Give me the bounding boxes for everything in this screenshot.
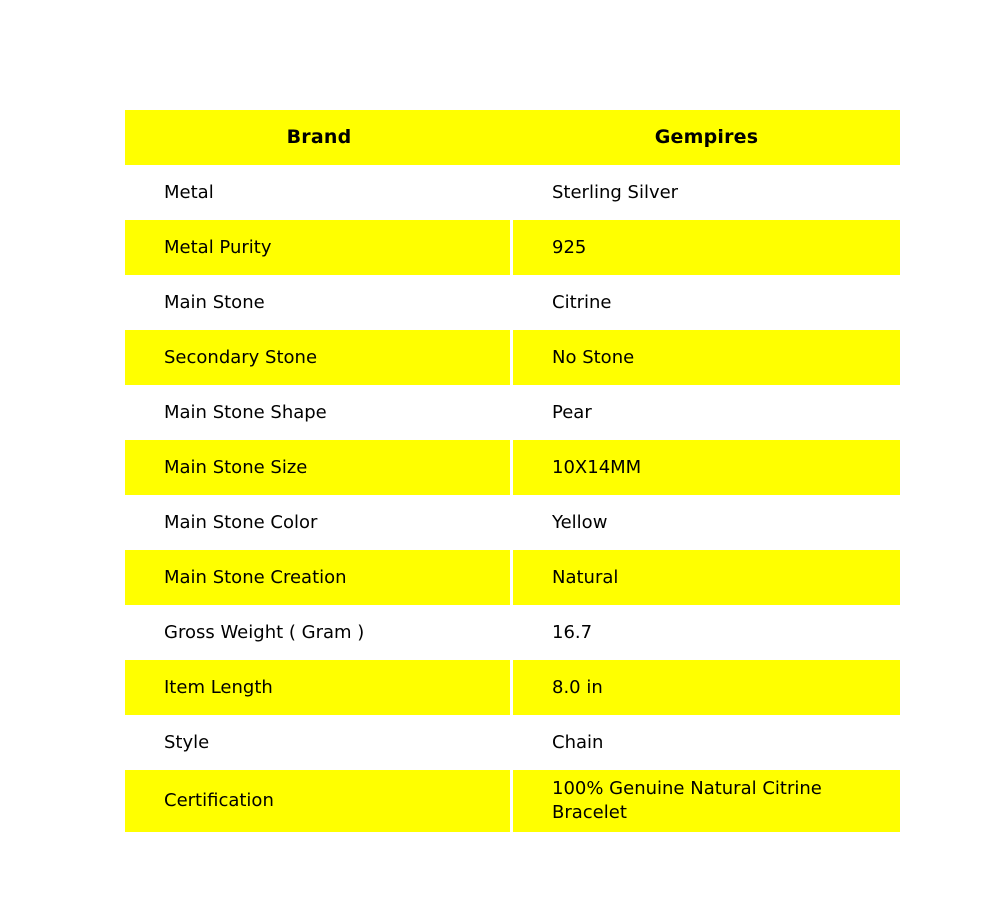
spec-label: Main Stone Shape [125,385,513,440]
table-row [125,660,900,715]
spec-label: Gross Weight ( Gram ) [125,605,513,660]
spec-label: Metal Purity [125,220,513,275]
header-label-brand: Brand [125,110,513,165]
spec-label: Main Stone [125,275,513,330]
spec-value: 8.0 in [513,660,900,715]
table-row [125,220,900,275]
spec-label: Main Stone Creation [125,550,513,605]
table-row [125,165,900,220]
table-row [125,715,900,770]
table-row [125,550,900,605]
table-row [125,495,900,550]
spec-label: Secondary Stone [125,330,513,385]
table-row [125,330,900,385]
spec-value: Sterling Silver [513,165,900,220]
spec-label: Main Stone Size [125,440,513,495]
spec-value: 925 [513,220,900,275]
spec-value: Citrine [513,275,900,330]
spec-label: Main Stone Color [125,495,513,550]
spec-label: Item Length [125,660,513,715]
product-specification-table [125,110,900,832]
spec-value: Pear [513,385,900,440]
table-row [125,770,900,832]
spec-value: 10X14MM [513,440,900,495]
spec-value: 16.7 [513,605,900,660]
table-row [125,385,900,440]
spec-label: Style [125,715,513,770]
table-row [125,275,900,330]
table-body [125,110,900,832]
table-row [125,440,900,495]
spec-value: Yellow [513,495,900,550]
table-header-row [125,110,900,165]
spec-value: Chain [513,715,900,770]
header-value-brand: Gempires [513,110,900,165]
table-row [125,605,900,660]
spec-value: No Stone [513,330,900,385]
spec-label: Metal [125,165,513,220]
spec-value: Natural [513,550,900,605]
spec-value: 100% Genuine Natural Citrine Bracelet [513,770,900,832]
spec-label: Certification [125,770,513,832]
